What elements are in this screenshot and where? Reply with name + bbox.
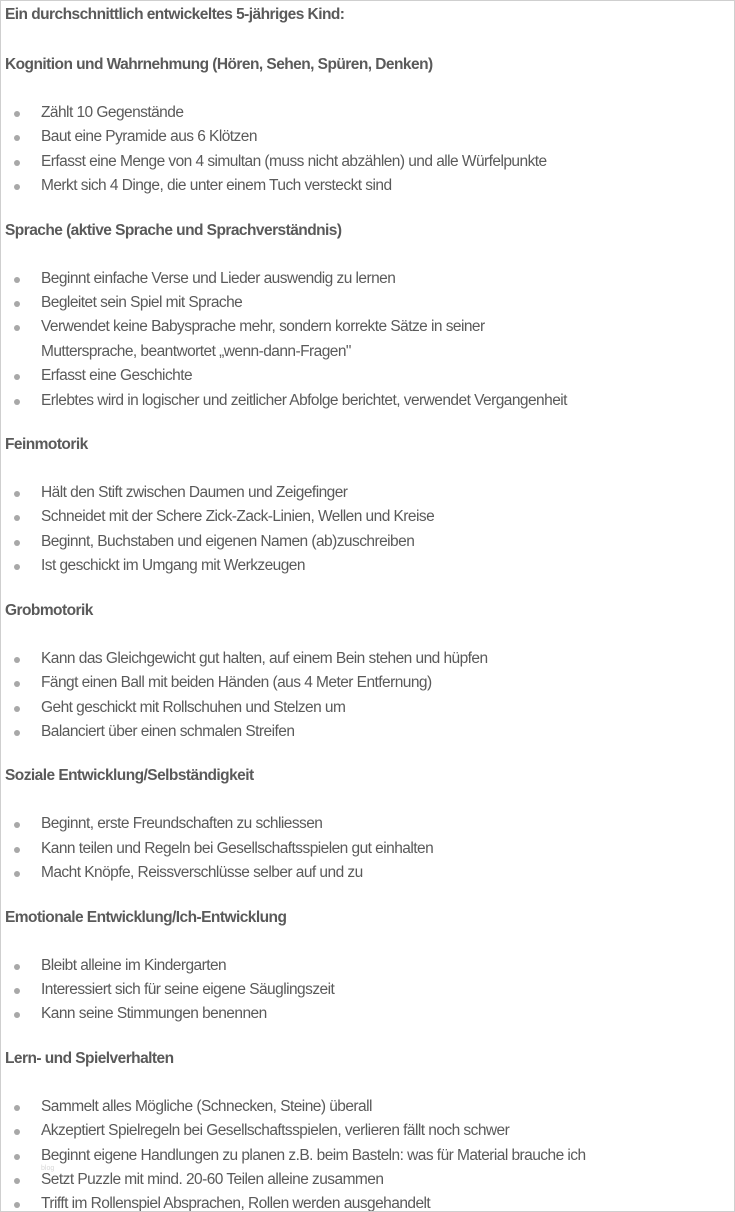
list-item: Sammelt alles Mögliche (Schnecken, Steine) überall [5, 1095, 734, 1119]
list-item: Baut eine Pyramide aus 6 Klötzen [5, 125, 734, 149]
list-item: Beginnt, erste Freundschaften zu schliessen [5, 812, 734, 836]
section-heading-feinmotorik: Feinmotorik [5, 436, 88, 454]
list-item: Begleitet sein Spiel mit Sprache [5, 291, 734, 315]
section-heading-emotionale-entwicklung: Emotionale Entwicklung/Ich-Entwicklung [5, 908, 287, 926]
list-item: Beginnt einfache Verse und Lieder auswendig zu lernen [5, 267, 734, 291]
section-list-kognition [5, 101, 734, 199]
document-title: Ein durchschnittlich entwickeltes 5-jähriges Kind: [5, 6, 345, 23]
list-item: Zählt 10 Gegenstände [5, 101, 734, 125]
section-list-sprache [5, 267, 734, 413]
watermark-text: blog [41, 1165, 55, 1172]
list-item: Schneidet mit der Schere Zick-Zack-Linien, Wellen und Kreise [5, 505, 734, 529]
list-item: Kann seine Stimmungen benennen [5, 1002, 734, 1026]
list-item: Erlebtes wird in logischer und zeitlicher Abfolge berichtet, verwendet Vergangenheit [5, 389, 734, 413]
list-item: Ist geschickt im Umgang mit Werkzeugen [5, 554, 734, 578]
list-item: Kann das Gleichgewicht gut halten, auf einem Bein stehen und hüpfen [5, 647, 734, 671]
list-item: Geht geschickt mit Rollschuhen und Stelzen um [5, 696, 734, 720]
list-item: Macht Knöpfe, Reissverschlüsse selber auf und zu [5, 861, 734, 885]
list-item: Akzeptiert Spielregeln bei Gesellschaftsspielen, verlieren fällt noch schwer [5, 1119, 734, 1143]
list-item: Beginnt, Buchstaben und eigenen Namen (ab)zuschreiben [5, 530, 734, 554]
section-list-soziale-entwicklung [5, 812, 734, 885]
section-heading-soziale-entwicklung: Soziale Entwicklung/Selbständigkeit [5, 767, 254, 785]
section-heading-sprache: Sprache (aktive Sprache und Sprachverständnis) [5, 221, 342, 239]
list-item: Beginnt eigene Handlungen zu planen z.B. beim Basteln: was für Material brauche ich [5, 1144, 734, 1168]
list-item: Kann teilen und Regeln bei Gesellschaftsspielen gut einhalten [5, 837, 734, 861]
list-item: Erfasst eine Menge von 4 simultan (muss nicht abzählen) und alle Würfelpunkte [5, 150, 734, 174]
list-item: Balanciert über einen schmalen Streifen [5, 720, 734, 744]
list-item: Bleibt alleine im Kindergarten [5, 954, 734, 978]
list-item: Verwendet keine Babysprache mehr, sondern korrekte Sätze in seiner Muttersprache, beantwortet „wenn-dann-Fragen" [5, 315, 734, 364]
list-item: Trifft im Rollenspiel Absprachen, Rollen werden ausgehandelt [5, 1192, 734, 1212]
section-heading-grobmotorik: Grobmotorik [5, 601, 93, 619]
section-list-emotionale-entwicklung [5, 954, 734, 1027]
section-list-lern-spielverhalten [5, 1095, 734, 1212]
list-item: Setzt Puzzle mit mind. 20-60 Teilen alleine zusammen [5, 1168, 734, 1192]
list-item: Merkt sich 4 Dinge, die unter einem Tuch versteckt sind [5, 174, 734, 198]
document-content [5, 5, 734, 1212]
section-heading-lern-spielverhalten: Lern- und Spielverhalten [5, 1049, 174, 1067]
section-heading-kognition: Kognition und Wahrnehmung (Hören, Sehen, Spüren, Denken) [5, 56, 433, 73]
list-item: Fängt einen Ball mit beiden Händen (aus 4 Meter Entfernung) [5, 671, 734, 695]
section-list-grobmotorik [5, 647, 734, 745]
list-item: Erfasst eine Geschichte [5, 364, 734, 388]
list-item: Hält den Stift zwischen Daumen und Zeigefinger [5, 481, 734, 505]
section-list-feinmotorik [5, 481, 734, 579]
list-item: Interessiert sich für seine eigene Säuglingszeit [5, 978, 734, 1002]
